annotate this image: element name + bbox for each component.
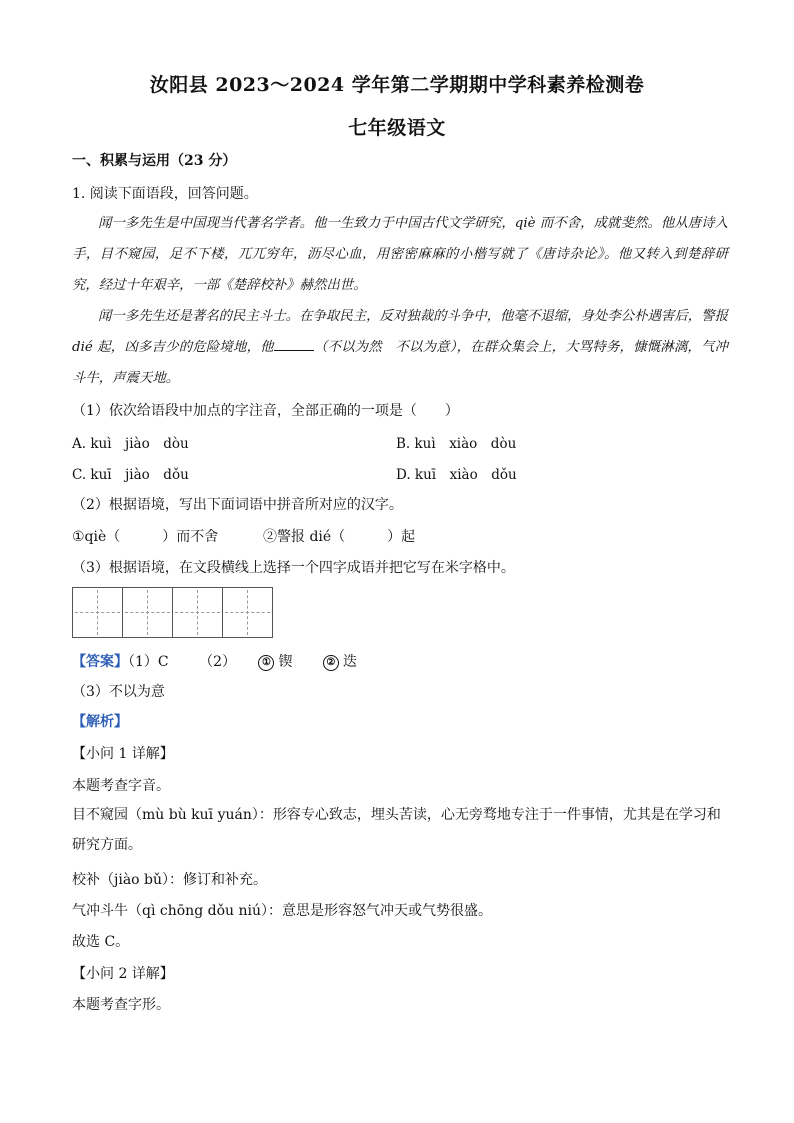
grid-cell: [122, 587, 173, 638]
answer-b-marker: ②: [323, 655, 339, 671]
answer-part3: （3）不以为意: [72, 684, 165, 700]
sub-question-3: （3）根据语境，在文段横线上选择一个四字成语并把它写在米字格中。: [72, 560, 515, 576]
grid-cell: [72, 587, 123, 638]
option-d: D. kuī xiào dǒu: [396, 467, 517, 483]
exam-subtitle: 七年级语文: [348, 117, 446, 139]
option-a: A. kuì jiào dòu: [72, 436, 189, 452]
answer-a: 锲: [278, 654, 293, 670]
passage-paragraph-2: [72, 301, 728, 394]
answer-part1: （1）C: [128, 654, 169, 670]
subquestion-2-intro: 本题考查字形。: [72, 997, 170, 1013]
option-b: B. kuì xiào dòu: [396, 436, 517, 452]
passage-text-2b: （不以为然 不以为意），在群众集会上，大骂特务，慷慨淋漓，气冲斗牛，声震天地。: [72, 340, 728, 386]
passage-paragraph-1: [72, 208, 728, 301]
answer-label: 【答案】: [72, 654, 128, 670]
answer-line: [72, 651, 357, 671]
mi-character-grid: [72, 587, 272, 638]
option-c: C. kuī jiào dǒu: [72, 467, 189, 483]
analysis-label: 【解析】: [72, 714, 128, 730]
subquestion-1-intro: 本题考查字音。: [72, 778, 170, 794]
answer-choice: 故选 C。: [72, 934, 130, 950]
explanation-line-2: 校补（jiào bǔ）：修订和补充。: [72, 872, 268, 888]
sub-question-2: （2）根据语境，写出下面词语中拼音所对应的汉字。: [72, 497, 403, 513]
passage-text-2a: 闻一多先生还是著名的民主斗士。在争取民主，反对独裁的斗争中，他毫不退缩，身处李公朴遇害后，警报 dié 起，凶多吉少的危险境地，他: [72, 309, 728, 355]
exam-title: 汝阳县 2023～2024 学年第二学期期中学科素养检测卷: [149, 74, 645, 96]
explanation-line-3: 气冲斗牛（qì chōng dǒu niú）：意思是形容怒气冲天或气势很盛。: [72, 903, 492, 919]
fill-item-b: ②警报 dié（ ）起: [263, 529, 416, 545]
answer-b: 迭: [342, 654, 357, 670]
subquestion-1-heading: 【小问 1 详解】: [72, 746, 174, 762]
sub-question-1: （1）依次给语段中加点的字注音，全部正确的一项是（ ）: [72, 403, 459, 419]
subquestion-2-heading: 【小问 2 详解】: [72, 966, 174, 982]
explanation-line-1: 目不窥园（mù bù kuī yuán）：形容专心致志，埋头苦读，心无旁骛地专注于一件事情，尤其是在学习和研究方面。: [72, 807, 721, 853]
fill-item-a: ①qiè（ ）而不舍: [72, 529, 219, 545]
grid-cell: [172, 587, 223, 638]
passage-text-1: 闻一多先生是中国现当代著名学者。他一生致力于中国古代文学研究，qiè 而不舍，成就斐然。他从唐诗入手，目不窥园，足不下楼，兀兀穷年，沥尽心血，用密密麻麻的小楷写就了《唐诗杂论》。他又转入到楚辞研究，经过十年艰辛，一部《楚辞校补》赫然出世。: [72, 216, 728, 293]
answer-part2: （2）: [199, 654, 236, 670]
grid-cell: [222, 587, 273, 638]
answer-a-marker: ①: [258, 655, 274, 671]
answer-blank: [274, 338, 314, 351]
section-heading: 一、积累与运用（23 分）: [72, 153, 237, 169]
question-stem: 1. 阅读下面语段，回答问题。: [72, 186, 258, 202]
